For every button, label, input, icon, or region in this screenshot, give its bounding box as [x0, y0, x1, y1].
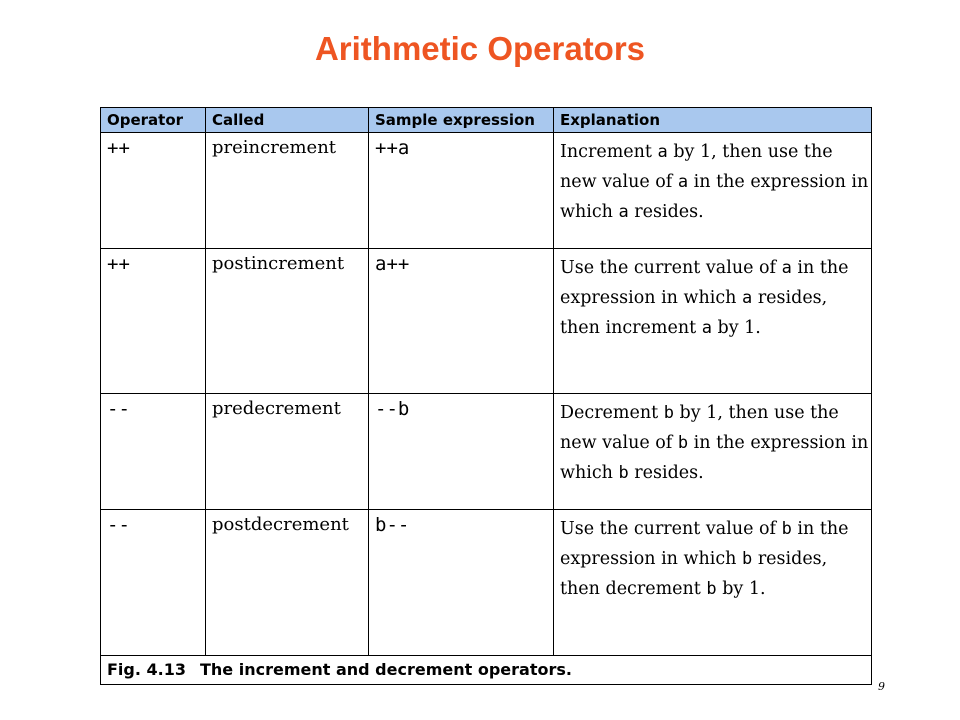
called-cell: preincrement [206, 133, 369, 249]
table-row [101, 510, 872, 656]
operator-cell: -- [101, 510, 206, 656]
header-explanation: Explanation [554, 108, 872, 133]
explanation-text: resides, then increment [560, 287, 828, 338]
variable-name: a [742, 287, 753, 308]
caption-text: The increment and decrement operators. [200, 659, 572, 679]
explanation-text: resides, then decrement [560, 549, 828, 600]
header-operator: Operator [101, 108, 206, 133]
header-sample-expression: Sample expression [369, 108, 554, 133]
explanation-text: in the expression in which [560, 519, 849, 570]
operator-cell: ++ [101, 133, 206, 249]
explanation-text: by 1, then use the new value of [560, 403, 839, 454]
caption-label: Fig. 4.13 [107, 659, 186, 679]
table-row [101, 248, 872, 394]
explanation-cell [554, 133, 872, 249]
called-cell: postincrement [206, 248, 369, 394]
variable-name: b [742, 549, 753, 570]
sample-cell: a++ [369, 248, 554, 394]
explanation-text: resides. [628, 202, 704, 222]
header-called: Called [206, 108, 369, 133]
sample-cell: b-- [369, 510, 554, 656]
variable-name: a [781, 257, 792, 278]
sample-cell: ++a [369, 133, 554, 249]
variable-name: a [618, 202, 629, 222]
variable-name: b [663, 403, 674, 424]
explanation-text: Decrement [560, 403, 664, 424]
variable-name: a [677, 172, 689, 192]
variable-name: a [701, 317, 712, 338]
caption-row [101, 655, 872, 684]
slide-title: Arithmetic Operators [314, 30, 646, 67]
operator-cell: -- [101, 394, 206, 510]
sample-cell: --b [369, 394, 554, 510]
explanation-text: Increment [560, 142, 658, 162]
variable-name: b [781, 519, 792, 540]
called-cell: postdecrement [206, 510, 369, 656]
variable-name: b [618, 463, 629, 484]
explanation-text: by 1. [716, 579, 766, 600]
explanation-cell [554, 394, 872, 510]
table-row [101, 394, 872, 510]
explanation-cell [554, 248, 872, 394]
operators-table [100, 107, 872, 685]
page-number: 9 [878, 680, 885, 693]
explanation-text: resides. [628, 463, 704, 484]
explanation-text: by 1. [711, 317, 761, 338]
explanation-text: by 1, then use the new value of [560, 142, 833, 192]
table-header-row [101, 108, 872, 133]
table-row [101, 133, 872, 249]
variable-name: b [706, 579, 717, 600]
called-cell: predecrement [206, 394, 369, 510]
figure-caption [101, 655, 872, 684]
variable-name: a [657, 142, 668, 162]
explanation-text: Use the current value of [560, 519, 782, 540]
explanation-text: Use the current value of [560, 257, 782, 278]
explanation-text: in the expression in which [560, 172, 869, 222]
operator-cell: ++ [101, 248, 206, 394]
explanation-text: in the expression in which [560, 433, 869, 484]
explanation-text: in the expression in which [560, 257, 849, 308]
variable-name: b [677, 433, 689, 454]
explanation-cell [554, 510, 872, 656]
